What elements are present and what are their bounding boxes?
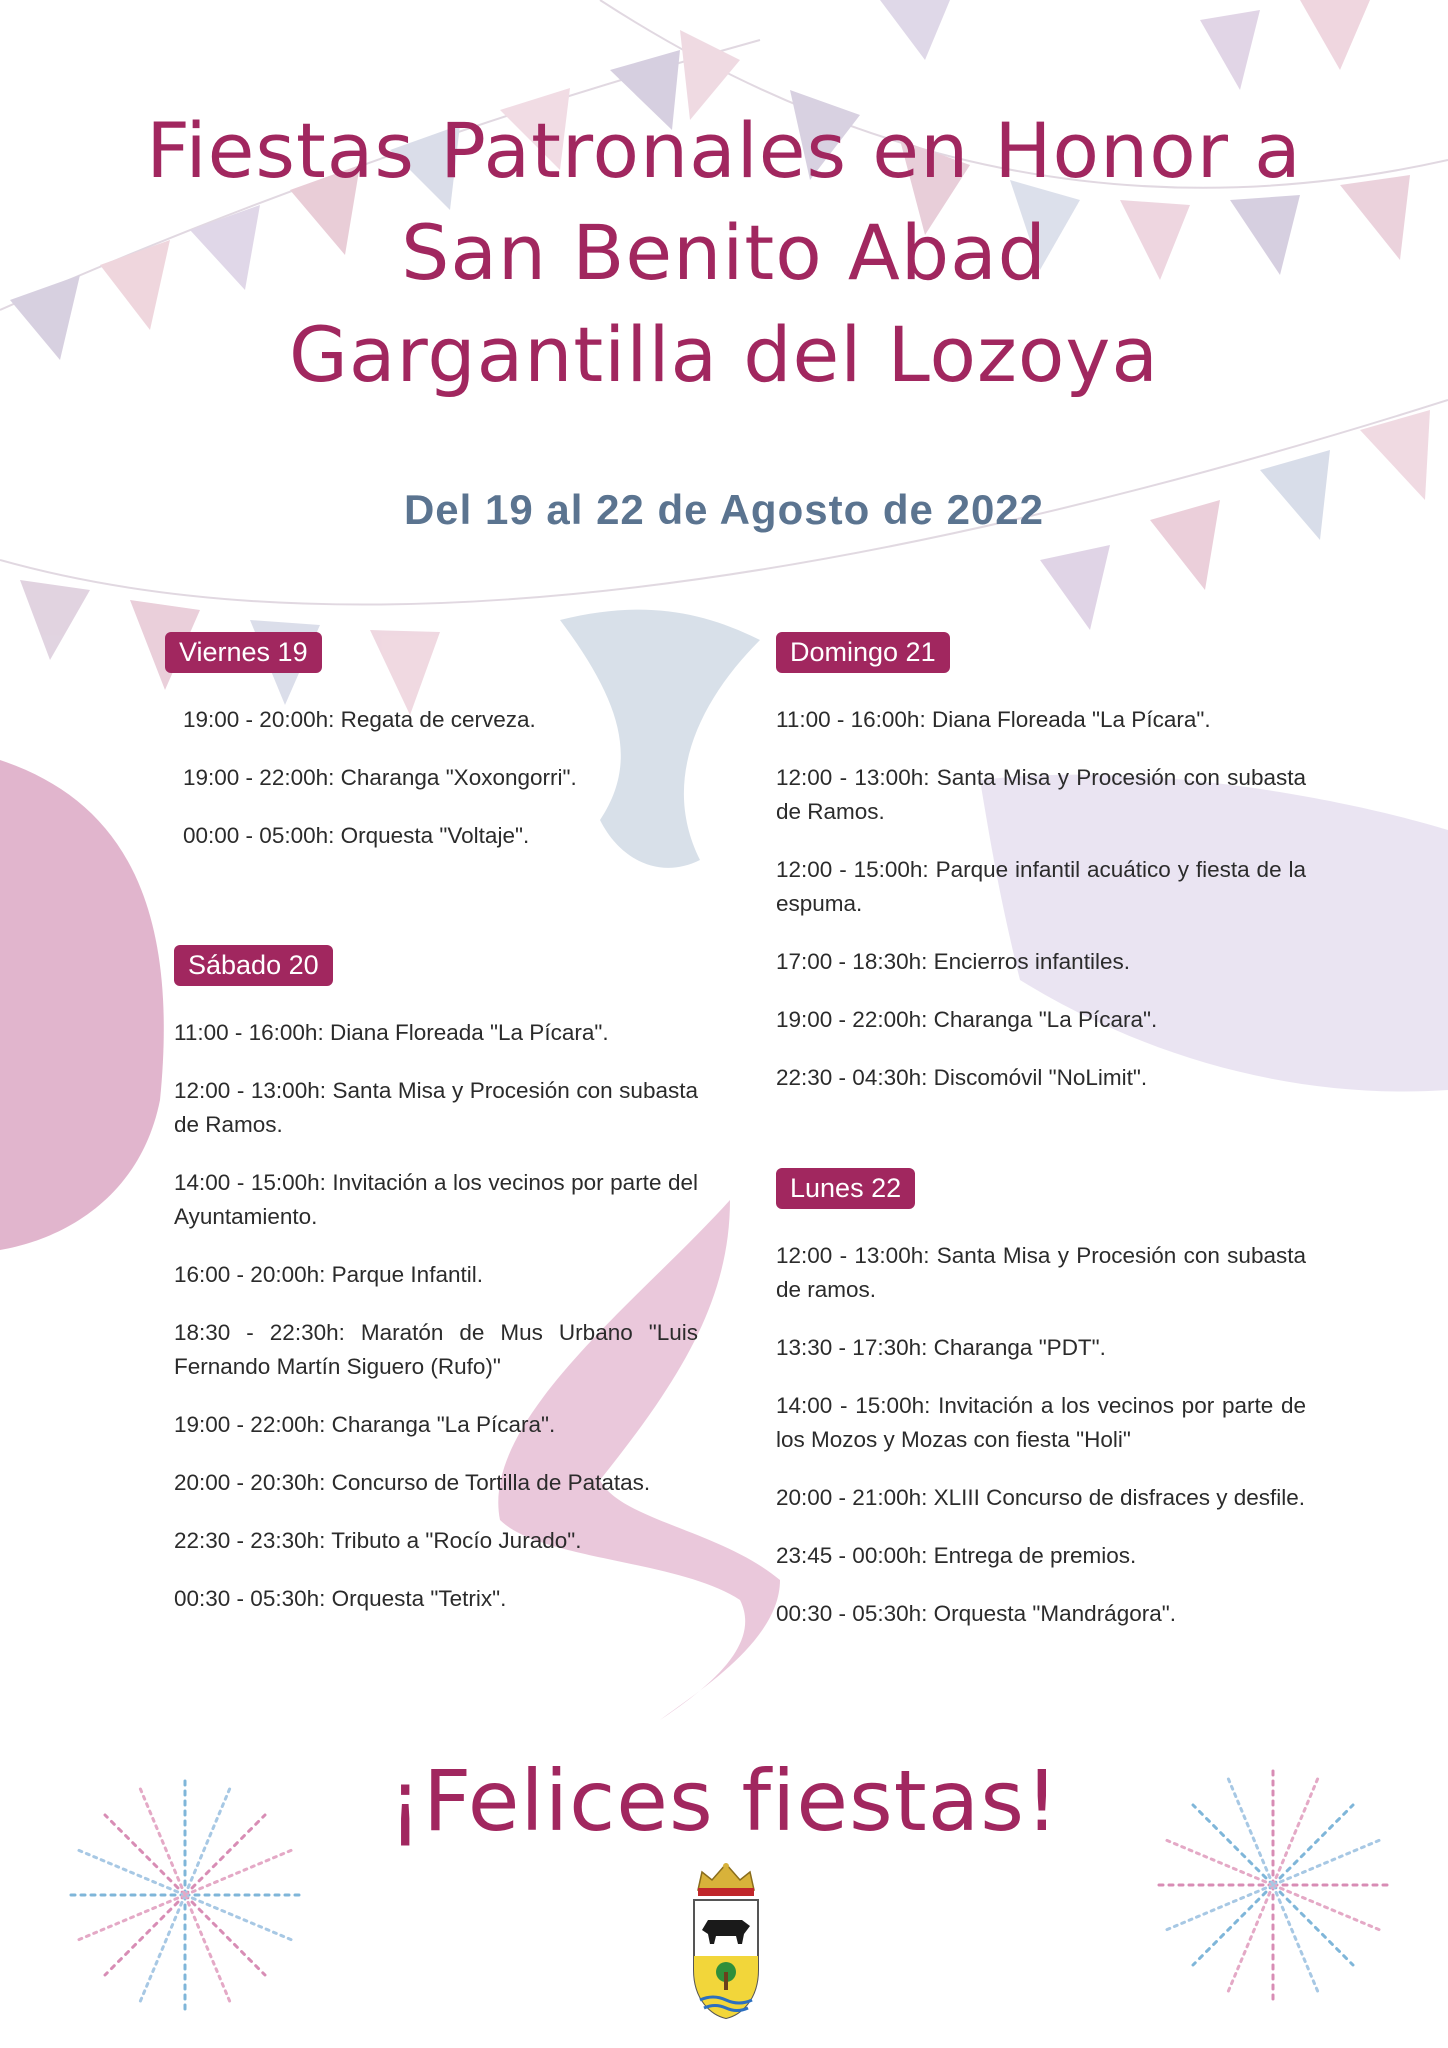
event-item: 14:00 - 15:00h: Invitación a los vecinos por parte de los Mozos y Mozas con fiesta "Holi"	[776, 1393, 1306, 1452]
event-item: 18:30 - 22:30h: Maratón de Mus Urbano "Luis Fernando Martín Siguero (Rufo)"	[174, 1320, 698, 1379]
event-item: 17:00 - 18:30h: Encierros infantiles.	[776, 949, 1130, 974]
event-item: 19:00 - 22:00h: Charanga "La Pícara".	[174, 1412, 556, 1437]
event-item: 20:00 - 20:30h: Concurso de Tortilla de Patatas.	[174, 1470, 651, 1495]
event-item: 00:30 - 05:30h: Orquesta "Mandrágora".	[776, 1601, 1176, 1626]
day-badge-viernes: Viernes 19	[165, 632, 322, 673]
event-item: 00:00 - 05:00h: Orquesta "Voltaje".	[183, 823, 530, 848]
event-item: 00:30 - 05:30h: Orquesta "Tetrix".	[174, 1586, 507, 1611]
poster-title	[0, 100, 1448, 406]
event-item: 13:30 - 17:30h: Charanga "PDT".	[776, 1335, 1106, 1360]
event-item: 20:00 - 21:00h: XLIII Concurso de disfraces y desfile.	[776, 1485, 1306, 1510]
firework-left-icon	[60, 1770, 310, 2020]
day-badge-domingo: Domingo 21	[776, 632, 950, 673]
event-item: 16:00 - 20:00h: Parque Infantil.	[174, 1262, 483, 1287]
day-domingo	[776, 632, 1306, 1119]
day-lunes	[776, 1168, 1306, 1655]
event-item: 11:00 - 16:00h: Diana Floreada "La Pícara".	[174, 1020, 609, 1045]
event-item: 22:30 - 04:30h: Discomóvil "NoLimit".	[776, 1065, 1148, 1090]
title-line-2: San Benito Abad	[401, 208, 1047, 297]
felices-fiestas-greeting: ¡Felices fiestas!	[388, 1752, 1060, 1850]
day-viernes	[165, 632, 695, 877]
day-badge-lunes: Lunes 22	[776, 1168, 915, 1209]
event-item: 22:30 - 23:30h: Tributo a "Rocío Jurado".	[174, 1528, 582, 1553]
event-item: 12:00 - 13:00h: Santa Misa y Procesión con subasta de Ramos.	[776, 765, 1306, 824]
firework-right-icon	[1148, 1760, 1398, 2010]
event-item: 19:00 - 22:00h: Charanga "La Pícara".	[776, 1007, 1158, 1032]
event-item: 19:00 - 20:00h: Regata de cerveza.	[183, 707, 536, 732]
title-line-3: Gargantilla del Lozoya	[289, 310, 1159, 399]
event-item: 12:00 - 15:00h: Parque infantil acuático y fiesta de la espuma.	[776, 857, 1306, 916]
event-item: 11:00 - 16:00h: Diana Floreada "La Pícara".	[776, 707, 1211, 732]
coat-of-arms-icon	[688, 1860, 764, 2020]
event-item: 14:00 - 15:00h: Invitación a los vecinos por parte del Ayuntamiento.	[174, 1170, 698, 1229]
event-item: 19:00 - 22:00h: Charanga "Xoxongorri".	[183, 765, 577, 790]
event-item: 12:00 - 13:00h: Santa Misa y Procesión con subasta de Ramos.	[174, 1078, 698, 1137]
event-item: 12:00 - 13:00h: Santa Misa y Procesión con subasta de ramos.	[776, 1243, 1306, 1302]
event-dates: Del 19 al 22 de Agosto de 2022	[403, 486, 1045, 533]
day-badge-sabado: Sábado 20	[174, 945, 333, 986]
title-line-1: Fiestas Patronales en Honor a	[146, 106, 1302, 195]
event-item: 23:45 - 00:00h: Entrega de premios.	[776, 1543, 1137, 1568]
day-sabado	[174, 945, 698, 1640]
